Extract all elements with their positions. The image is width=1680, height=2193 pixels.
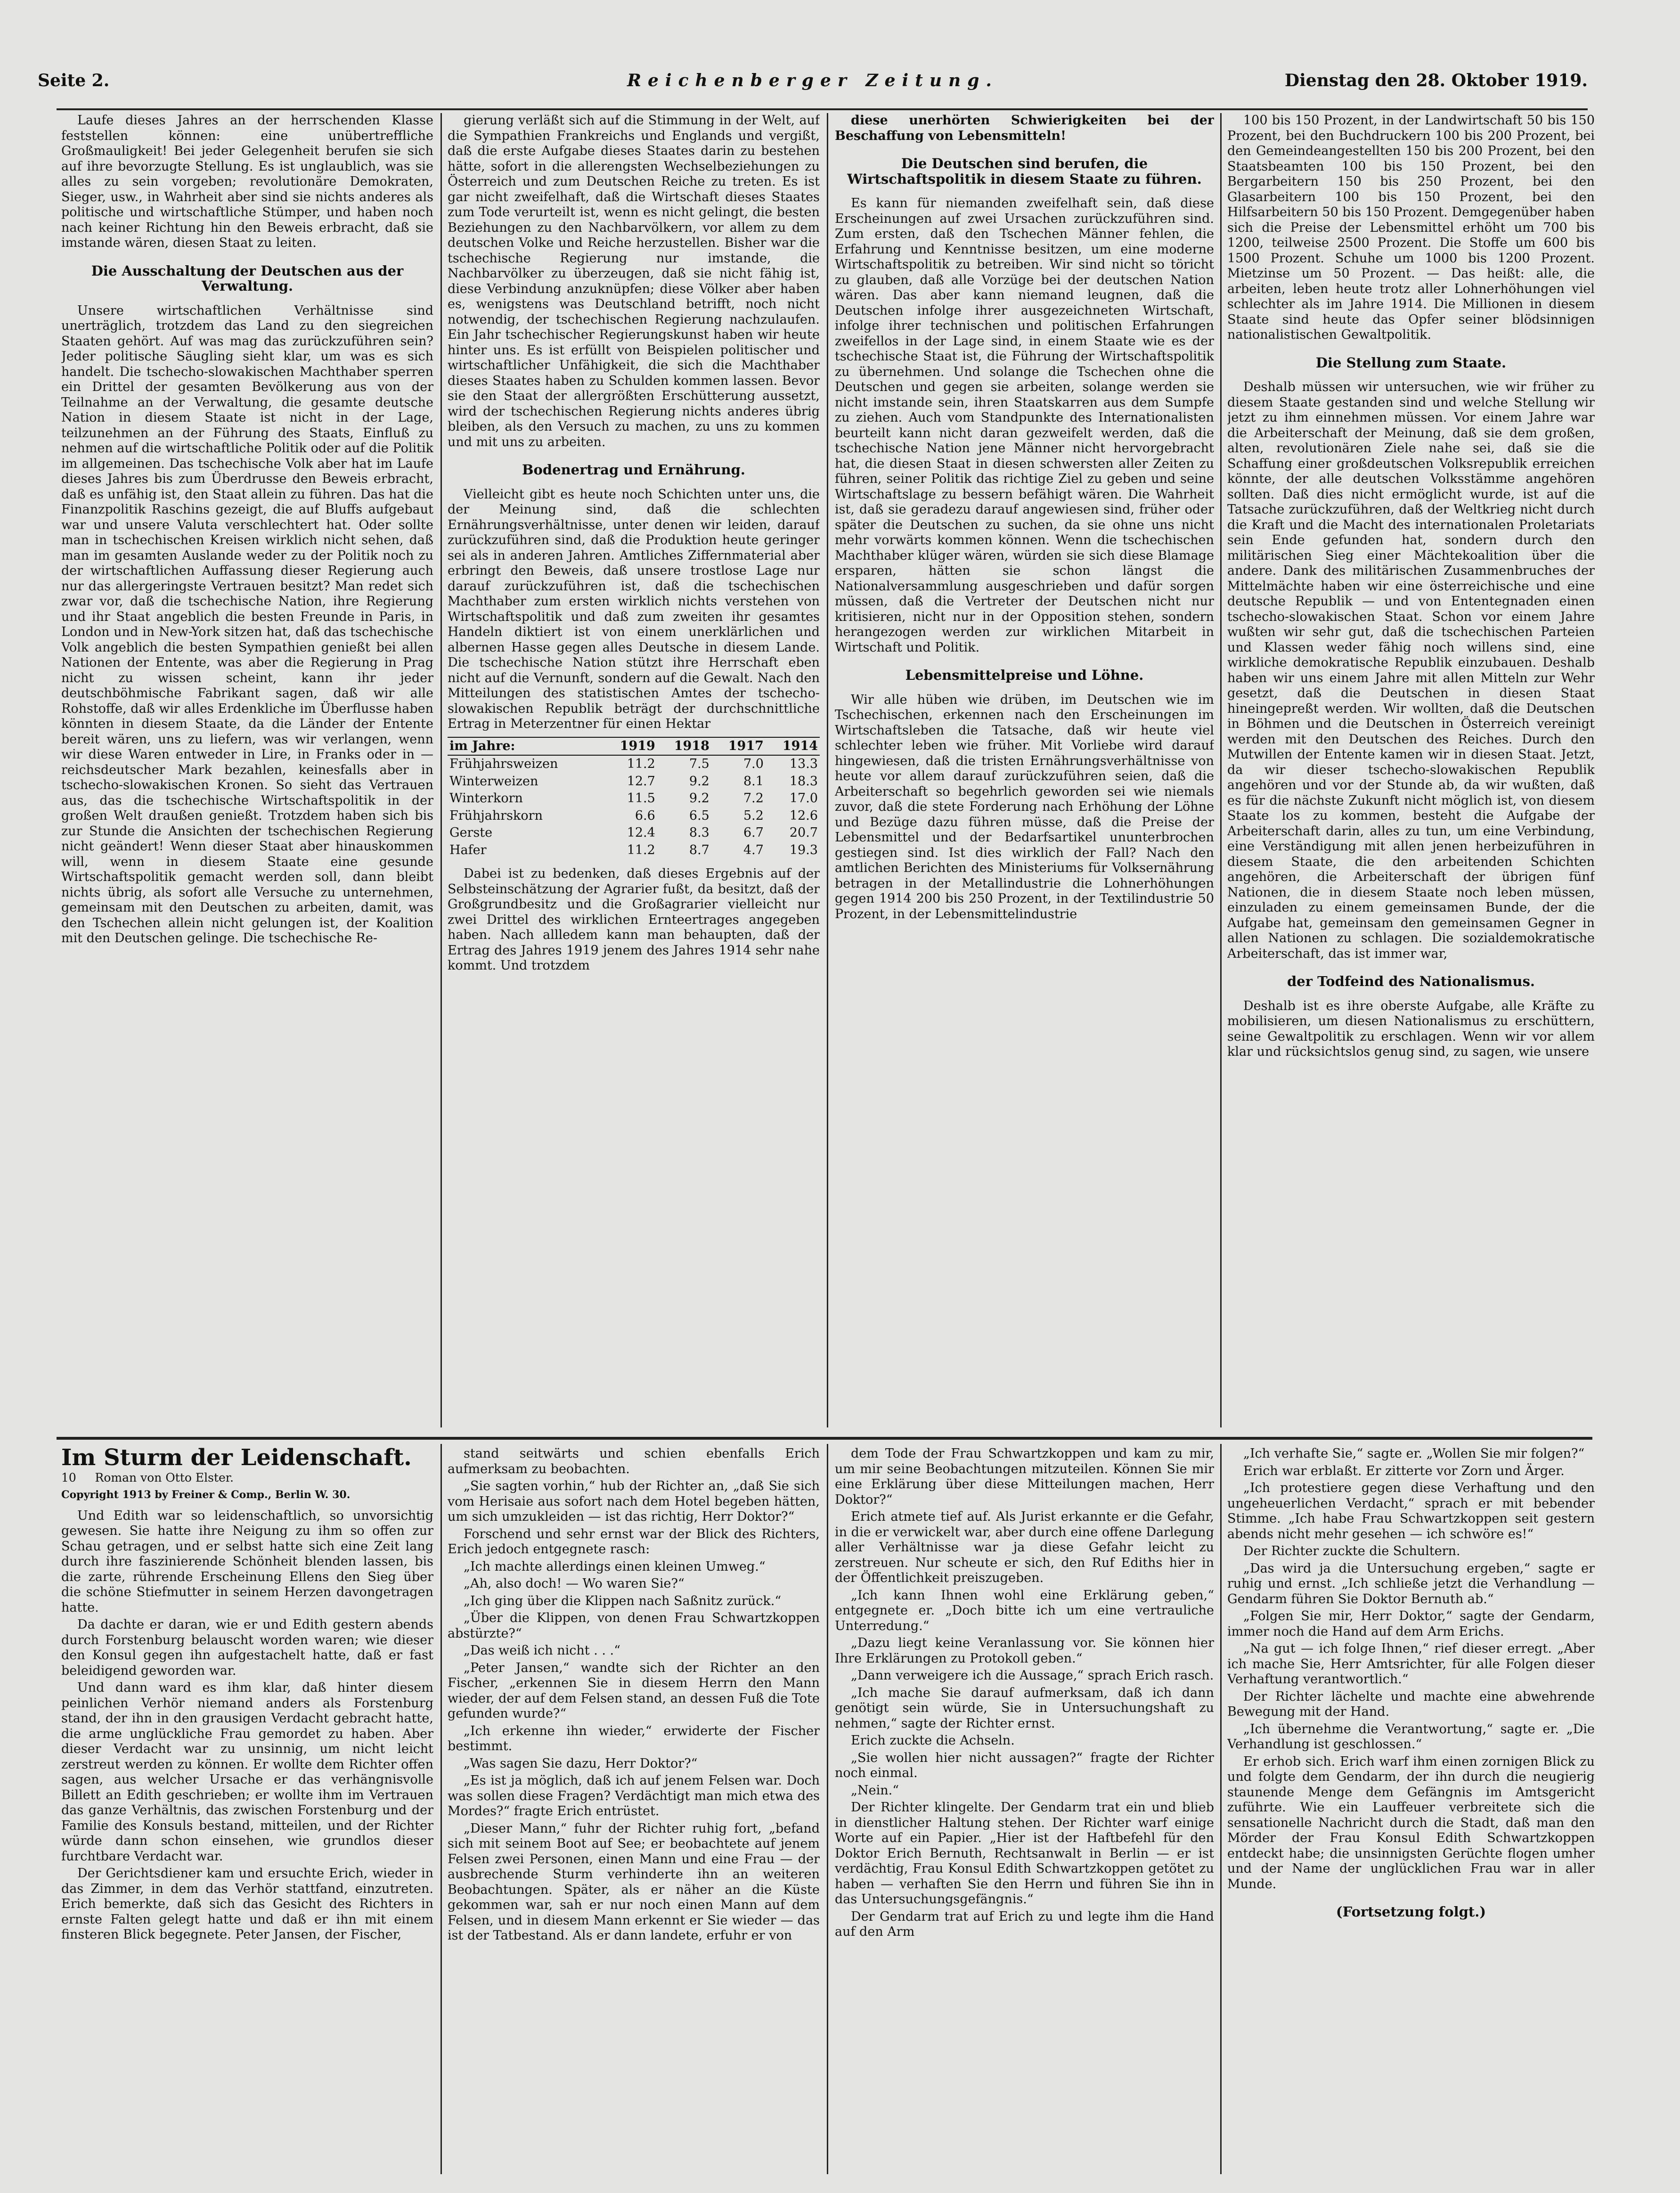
table-cell: 7.0 — [743, 757, 764, 771]
table-cell: 17.0 — [789, 791, 818, 806]
section-heading: Die Deutschen sind berufen, die Wirtschaftspolitik in diesem Staate zu führen. — [847, 155, 1202, 187]
table-cell: 13.3 — [789, 757, 818, 771]
table-header-row — [448, 737, 820, 756]
table-header-cell: 1919 — [603, 737, 657, 756]
article-column-2 — [448, 113, 820, 1427]
paragraph: Erich atmete tief auf. Als Jurist erkannte er die Gefahr, in die er verwickelt war, aber durch eine offene Darlegung aller Verhältnisse war ja diese Gefahr leicht zu zerstreuen. Nur scheute er sich, den Ruf Ediths hier in der Öffentlichkeit preiszugeben. — [835, 1509, 1214, 1585]
paragraph: Laufe dieses Jahres an der herrschenden Klasse feststellen können: eine unübertreffliche Großmauligkeit! Bei jeder Gelegenheit berufen sie sich auf ihre bevorzugte Stellung. Es ist unglaublich, was sie alles zu sein vorgeben; revolutionäre Demokraten, Sieger, usw., in Wahrheit aber sind sie nichts anderes als politische und wirtschaftliche Stümper, und haben noch nach keiner Richtung hin den Beweis erbracht, daß sie imstande wären, diesen Staat zu leiten. — [61, 113, 433, 250]
paragraph: Deshalb müssen wir untersuchen, wie wir früher zu diesem Staate gestanden sind und welche Stellung wir jetzt zu ihm einnehmen müssen. Vor einem Jahre war die Arbeiterschaft der Meinung, daß sie dem großen, alten, revolutionären Ziele nahe sei, daß sie die Schaffung einer großdeutschen Volksrepublik erreichen könnte, der alle deutschen Volksstämme angehören sollten. Daß dies nicht ermöglicht wurde, ist auf die Tatsache zurückzuführen, daß der Weltkrieg nicht durch die Kraft und die Macht des internationalen Proletariats sein Ende gefunden hat, sondern durch den militärischen Sieg einer Mächtekoalition über die andere. Dank des militärischen Zusammenbruches der Mittelmächte haben wir eine österreichische und eine deutsche Republik — und von Ententegnaden einen tschecho-slowakischen Staat. Schon vor einem Jahre wußten wir sehr gut, daß die tschechischen Parteien und Klassen weder fähig noch willens sind, eine wirkliche demokratische Republik einzubauen. Deshalb haben wir uns einem Jahre mit allen Mitteln zur Wehr gesetzt, daß die Deutschen in diesen Staat hineingepreßt werden. Wir wollten, daß die Deutschen in Böhmen und die Deutschen in Österreich vereinigt werden mit den Deutschen des Reiches. Durch den Mutwillen der Entente kamen wir in diesen Staat. Jetzt, da wir dieser tschecho-slowakischen Republik angehören und vor der Stunde ab, da wir wußten, daß es für die nächste Zukunft nicht möglich ist, von diesem Staate los zu kommen, besteht die Aufgabe der Arbeiterschaft darin, alles zu tun, um eine Verbindung, eine Verständigung mit allen jenen herbeizuführen in diesem Staate, die den arbeitenden Schichten angehören, die Arbeiterschaft der übrigen fünf Nationen, die in diesem Staate noch leben müssen, einzuladen zu einem gemeinsamen Bunde, der die Aufgabe hat, gemeinsam den gemeinsamen Gegner in allen Nationen zu schlagen. Die sozialdemokratische Arbeiterschaft, das ist immer war, — [1227, 380, 1595, 961]
paragraph: „Das weiß ich nicht . . .“ — [464, 1643, 620, 1658]
column-divider — [1220, 1444, 1222, 2174]
table-cell: Frühjahrskorn — [449, 808, 543, 823]
paragraph: „Peter Jansen,“ wandte sich der Richter an den Fischer, „erkennen Sie in diesem Herrn den Mann wieder, der auf dem Felsen stand, an dessen Fuß die Tote gefunden wurde?“ — [448, 1660, 820, 1721]
paragraph: Und dann ward es ihm klar, daß hinter diesem peinlichen Verhör niemand anders als Forstenburg stand, der ihn in den grausigen Verdacht gebracht hatte, die arme unglückliche Frau gemordet zu haben. Aber dieser Verdacht war zu unsinnig, um nicht leicht zerstreut werden zu können. Er wollte dem Richter offen sagen, aus welcher Ursache er das verhängnisvolle Billett an Edith geschrieben; er wollte ihm im Vertrauen das ganze Verhältnis, das zwischen Forstenburg und der Familie des Konsuls bestand, mitteilen, und der Richter würde dann schon einsehen, wie grundlos dieser furchtbare Verdacht war. — [61, 1680, 433, 1864]
section-heading: der Todfeind des Nationalismus. — [1287, 973, 1535, 989]
paragraph: Erich zuckte die Achseln. — [851, 1733, 1015, 1748]
installment-number: 10 — [61, 1470, 76, 1484]
table-cell: Gerste — [449, 825, 493, 840]
paragraph: Und Edith war so leidenschaftlich, so unvorsichtig gewesen. Sie hatte ihre Neigung zu ihm so offen zur Schau getragen, und er selbst hatte sich eine Zeit lang durch ihre faszinierende Schönheit blenden lassen, bis die zarte, rührende Erscheinung Ellens den Sieg über die schöne Stiefmutter in seinem Herzen davongetragen hatte. — [61, 1508, 433, 1615]
table-cell: 20.7 — [789, 825, 818, 840]
paragraph: Deshalb ist es ihre oberste Aufgabe, alle Kräfte zu mobilisieren, um diesen Nationalismus zu erschüttern, seine Gewaltpolitik zu erschlagen. Wenn wir vor allem klar und rücksichtslos genug sind, zu sagen, wie unsere — [1227, 998, 1595, 1059]
masthead: Reichenberger Zeitung. — [627, 71, 998, 90]
novel-title: Im Sturm der Leidenschaft. — [61, 1446, 412, 1471]
table-cell: 11.5 — [627, 791, 655, 806]
table-cell: Hafer — [449, 842, 487, 857]
paragraph: „Ich protestiere gegen diese Verhaftung und den ungeheuerlichen Verdacht,“ sprach er mit bebender Stimme. „Ich habe Frau Schwartzkoppen seit gestern abends nicht mehr gesehen — ich schwöre es!“ — [1227, 1481, 1595, 1541]
article-column-1 — [61, 113, 433, 1427]
paragraph: gierung verläßt sich auf die Stimmung in der Welt, auf die Sympathien Frankreichs und Englands und vergißt, daß die erste Aufgabe dieses Staates darin zu bestehen hätte, sofort in die allerengsten Wechselbeziehungen zu Österreich und zum Deutschen Reiche zu treten. Es ist gar nicht zweifelhaft, daß die Wirtschaft dieses Staates zum Tode verurteilt ist, wenn es nicht gelingt, die besten Beziehungen zu den Nachbarvölkern, vor allem zu dem deutschen Volke und Reiche herzustellen. Bisher war die tschechische Regierung nur imstande, die Nachbarvölker zu überzeugen, daß sie nicht fähig ist, diese Verbindung anzuknüpfen; diese Völker aber haben es, wenigstens was Deutschland betrifft, noch nicht notwendig, der tschechischen Regierung nachzulaufen. Ein Jahr tschechischer Regierungskunst haben wir heute hinter uns. Es ist erfüllt von Beispielen politischer und wirtschaftlicher Unfähigkeit, die sich die Machthaber dieses Staates haben zu Schulden kommen lassen. Bevor sie den Staat der allergrößten Erschütterung aussetzt, wird der tschechischen Regierung nichts anderes übrig bleiben, als den Versuch zu machen, zu uns zu kommen und mit uns zu arbeiten. — [448, 113, 820, 449]
table-cell: Frühjahrsweizen — [449, 757, 558, 771]
table-cell: 18.3 — [789, 774, 818, 789]
table-cell: 8.7 — [689, 842, 710, 857]
paragraph: „Na gut — ich folge Ihnen,“ rief dieser erregt. „Aber ich mache Sie, Herr Amtsrichter, für alle Folgen dieser Verhaftung verantwortlich.“ — [1227, 1641, 1595, 1687]
section-heading: Lebensmittelpreise und Löhne. — [905, 667, 1144, 683]
column-divider — [827, 113, 828, 1427]
page-number: Seite 2. — [38, 71, 110, 90]
continuation-note: (Fortsetzung folgt.) — [1336, 1904, 1486, 1920]
paragraph: 100 bis 150 Prozent, in der Landwirtschaft 50 bis 150 Prozent, bei den Buchdruckern 100 bis 200 Prozent, bei den Gemeindeangestellten 150 bis 200 Prozent, bei den Staatsbeamten 100 bis 150 Prozent, bei den Bergarbeitern 150 bis 250 Prozent, bei den Glasarbeitern 100 bis 150 Prozent, bei den Hilfsarbeitern 50 bis 150 Prozent. Demgegenüber haben sich die Preise der Lebensmittel erhöht um 700 bis 1200, teilweise 2500 Prozent. Die Stoffe um 600 bis 1500 Prozent. Schuhe um 1000 bis 1200 Prozent. Mietzinse um 50 Prozent. — Das heißt: alle, die arbeiten, leben heute trotz aller Lohnerhöhungen viel schlechter als im Jahre 1914. Die Millionen in diesem Staate sind heute das Opfer seiner blödsinnigen nationalistischen Gewaltpolitik. — [1227, 113, 1595, 342]
paragraph: dem Tode der Frau Schwartzkoppen und kam zu mir, um mir seine Beobachtungen mitzuteilen. Können Sie mir eine Erklärung über diese Mitteilungen machen, Herr Doktor?“ — [835, 1446, 1214, 1507]
table-cell: 19.3 — [789, 842, 818, 857]
paragraph: Der Richter lächelte und machte eine abwehrende Bewegung mit der Hand. — [1227, 1689, 1595, 1719]
paragraph: Erich war erblaßt. Er zitterte vor Zorn und Ärger. — [1243, 1463, 1565, 1478]
paragraph: Er erhob sich. Erich warf ihm einen zornigen Blick zu und folgte dem Gendarm, der ihn durch die neugierig staunende Menge dem Gefängnis im Amtsgericht zuführte. Wie ein Lauffeuer verbreitete sich die sensationelle Nachricht durch die Stadt, daß man den Mörder der Frau Konsul Edith Schwartzkoppen entdeckt habe; die unsinnigsten Gerüchte flogen umher und der Name der unglücklichen Frau war in aller Munde. — [1227, 1754, 1595, 1891]
paragraph: „Folgen Sie mir, Herr Doktor,“ sagte der Gendarm, immer noch die Hand auf dem Arm Erichs. — [1227, 1609, 1595, 1639]
table-header-cell: 1918 — [657, 737, 711, 756]
table-cell: 8.1 — [743, 774, 764, 789]
table-cell: 11.2 — [627, 757, 655, 771]
column-divider — [827, 1444, 828, 2174]
paragraph: „Ich erkenne ihn wieder,“ erwiderte der Fischer bestimmt. — [448, 1723, 820, 1753]
paragraph: „Nein.“ — [851, 1783, 899, 1798]
table-cell: 5.2 — [743, 808, 764, 823]
paragraph: „Ich kann Ihnen wohl eine Erklärung geben,“ entgegnete er. „Doch bitte ich um eine vertrauliche Unterredung.“ — [835, 1588, 1214, 1633]
column-divider — [440, 1444, 442, 2174]
paragraph: „Ich machte allerdings einen kleinen Umweg.“ — [464, 1559, 766, 1574]
column-divider — [1220, 113, 1222, 1427]
paragraph: „Ich übernehme die Verantwortung,“ sagte er. „Die Verhandlung ist geschlossen.“ — [1227, 1721, 1595, 1752]
paragraph: „Es ist ja möglich, daß ich auf jenem Felsen war. Doch was sollen diese Fragen? Verdächtigt man mich etwa des Mordes?“ fragte Erich entrüstet. — [448, 1773, 820, 1818]
paragraph: „Über die Klippen, von denen Frau Schwartzkoppen abstürzte?“ — [448, 1611, 820, 1641]
article-column-3 — [835, 113, 1214, 1427]
paragraph: Vielleicht gibt es heute noch Schichten unter uns, die der Meinung sind, daß die schlechten Ernährungsverhältnisse, unter denen wir leiden, darauf zurückzuführen sind, daß die Produktion heute geringer sei als in anderen Jahren. Amtliches Ziffernmaterial aber erbringt den Beweis, daß unsere trostlose Lage nur darauf zurückzuführen ist, daß die tschechischen Machthaber zum ersten wirklich nichts verstehen von Wirtschaftspolitik und daß zum zweiten ihr gesamtes Handeln diktiert ist von einem unerklärlichen und albernen Hasse gegen alles Deutsche in diesem Lande. Die tschechische Nation stützt ihre Herrschaft eben nicht auf die Vernunft, sondern auf die Gewalt. Nach den Mitteilungen des statistischen Amtes der tschecho-slowakischen Republik beträgt der durchschnittliche Ertrag in Meterzentner für einen Hektar — [448, 487, 820, 731]
paragraph: „Das wird ja die Untersuchung ergeben,“ sagte er ruhig und ernst. „Ich schließe jetzt die Verhandlung — Gendarm führen Sie Doktor Bernuth ab.“ — [1227, 1561, 1595, 1606]
page-header — [38, 71, 1588, 99]
article-column-4 — [1227, 113, 1595, 1427]
novel-byline — [61, 1470, 433, 1486]
paragraph: Wir alle hüben wie drüben, im Deutschen wie im Tschechischen, erkennen nach den Erscheinungen im Wirtschaftsleben die Tatsache, daß wir heute viel schlechter leben wie früher. Mit Vorliebe wird darauf hingewiesen, daß die tristen Ernährungsverhältnisse von heute vor allem darauf zurückzuführen seien, daß die Arbeiterschaft so begehrlich geworden sei wie niemals zuvor, daß die stete Forderung nach Erhöhung der Löhne und Bezüge dazu führen müsse, daß die Preise der Lebensmittel und der Bedarfsartikel ununterbrochen gestiegen sind. Ist dies wirklich der Fall? Nach den amtlichen Berichten des Ministeriums für Volksernährung betragen in der Metallindustrie die Lohnerhöhungen gegen 1914 200 bis 250 Prozent, in der Textilindustrie 50 Prozent, in der Lebensmittelindustrie — [835, 692, 1214, 921]
paragraph: „Ah, also doch! — Wo waren Sie?“ — [464, 1576, 685, 1591]
table-cell: 12.6 — [789, 808, 818, 823]
section-heading: Die Ausschaltung der Deutschen aus der Verwaltung. — [91, 262, 404, 294]
paragraph: „Sie wollen hier nicht aussagen?“ fragte der Richter noch einmal. — [835, 1750, 1214, 1780]
table-cell: 6.7 — [743, 825, 764, 840]
paragraph: „Sie sagten vorhin,“ hub der Richter an, „daß Sie sich vom Herisaie aus sofort nach dem Hotel begeben hätten, um sich umzukleiden — ist das richtig, Herr Doktor?“ — [448, 1479, 820, 1524]
author-line: Roman von Otto Elster. — [95, 1470, 234, 1484]
paragraph: „Was sagen Sie dazu, Herr Doktor?“ — [464, 1756, 698, 1771]
table-header-cell: im Jahre: — [448, 737, 603, 756]
paragraph: Da dachte er daran, wie er und Edith gestern abends durch Forstenburg belauscht worden waren; wie dieser den Konsul gegen ihn aufgestachelt hatte, daß er fast beleidigend geworden war. — [61, 1617, 433, 1678]
table-row — [448, 790, 820, 807]
paragraph: Unsere wirtschaftlichen Verhältnisse sind unerträglich, trotzdem das Land zu den siegreichen Staaten gehört. Auf was mag das zurückzuführen sein? Jeder politische Säugling sieht klar, um was es sich handelt. Die tschecho-slowakischen Machthaber sperren ein Drittel der gesamten Bevölkerung aus von der Teilnahme an der Verwaltung, die gesamte deutsche Nation in diesem Staate ist nicht in der Lage, teilzunehmen an der Führung des Staats, Einfluß zu nehmen auf die wirtschaftliche Politik oder auf die Politik im allgemeinen. Das tschechische Volk aber hat im Laufe dieses Jahres bis zum Überdrusse den Beweis erbracht, daß es unfähig ist, den Staat allein zu führen. Das hat die Finanzpolitik Raschins gezeigt, die auf Bluffs aufgebaut war und unsere Valuta verschlechtert hat. Oder sollte man in tschechischen Kreisen wirklich nicht sehen, daß man im gesamten Auslande weder zu der Politik noch zu der wirtschaftlichen Auffassung dieser Regierung auch nur das allergeringste Vertrauen besitzt? Man redet sich zwar vor, daß die tschechische Nation, ihre Regierung und ihr Staat angeblich die besten Freunde in Paris, in London und in New-York sitzen hat, daß das tschechische Volk angeblich die besten Sympathien genießt bei allen Nationen der Entente, was aber die Regierung in Prag nicht zu wissen scheint, kann ihr jeder deutschböhmische Fabrikant sagen, daß wir alle Rohstoffe, daß wir alles Erdenkliche im Überflusse haben könnten in diesem Staate, da die Länder der Entente bereit wären, uns zu liefern, was wir verlangen, wenn wir diese Waren entweder in Lire, in Franks oder in — reichsdeutscher Mark bezahlen, keinesfalls aber in tschecho-slowakischen Kronen. So sieht das Vertrauen aus, das die tschechische Wirtschaftspolitik in der großen Welt draußen genießt. Trotzdem haben sich bis zur Stunde die Ansichten der tschechischen Regierung nicht geändert! Wenn dieser Staat aber hinauskommen will, wenn in diesem Staate eine gesunde Wirtschaftspolitik gemacht werden soll, dann bleibt nichts übrig, als sofort alle Versuche zu unternehmen, gemeinsam mit den Deutschen zu arbeiten, damit, was den Tschechen allein nicht gelungen ist, der Koalition mit den Deutschen gelinge. Die tschechische Re- — [61, 303, 433, 946]
table-cell: 12.7 — [627, 774, 655, 789]
table-row — [448, 773, 820, 791]
table-header-cell: 1917 — [711, 737, 766, 756]
table-cell: 8.3 — [689, 825, 710, 840]
novel-column-1 — [61, 1446, 433, 2177]
table-cell: Winterkorn — [449, 791, 523, 806]
section-heading: Die Stellung zum Staate. — [1315, 354, 1507, 371]
paragraph: Der Richter zuckte die Schultern. — [1243, 1544, 1460, 1558]
table-row — [448, 842, 820, 859]
table-row — [448, 807, 820, 825]
column-divider — [440, 113, 442, 1427]
table-cell: 9.2 — [689, 791, 710, 806]
paragraph: „Dazu liegt keine Veranlassung vor. Sie können hier Ihre Erklärungen zu Protokoll geben.“ — [835, 1636, 1214, 1666]
section-heading: Bodenertrag und Ernährung. — [522, 462, 745, 478]
paragraph: Dabei ist zu bedenken, daß dieses Ergebnis auf der Selbsteinschätzung der Agrarier fußt, da besitzt, daß der Großgrundbesitz und die Großagrarier vielleicht nur zwei Drittel des wirklichen Ernteertrages angegeben haben. Nach allledem kann man behaupten, daß der Ertrag des Jahres 1919 jenem des Jahres 1914 sehr nahe kommt. Und trotzdem — [448, 866, 820, 973]
issue-date: Dienstag den 28. Oktober 1919. — [1284, 71, 1588, 90]
table-cell: 4.7 — [743, 842, 764, 857]
table-cell: 6.5 — [689, 808, 710, 823]
table-cell: 7.2 — [743, 791, 764, 806]
feuilleton-rule — [57, 1437, 1592, 1440]
paragraph: „Ich mache Sie darauf aufmerksam, daß ich dann genötigt sein würde, Sie in Untersuchungshaft zu nehmen,“ sagte der Richter ernst. — [835, 1685, 1214, 1731]
paragraph: „Dann verweigere ich die Aussage,“ sprach Erich rasch. — [851, 1668, 1214, 1683]
paragraph: Der Gendarm trat auf Erich zu und legte ihm die Hand auf den Arm — [835, 1909, 1214, 1939]
table-cell: Winterweizen — [449, 774, 538, 789]
header-rule — [57, 108, 1588, 110]
paragraph: „Ich ging über die Klippen nach Saßnitz zurück.“ — [464, 1593, 782, 1608]
table-cell: 9.2 — [689, 774, 710, 789]
paragraph: Der Richter klingelte. Der Gendarm trat ein und blieb in dienstlicher Haltung stehen. Der Richter warf einige Worte auf ein Papier. „Hier ist der Haftbefehl für den Doktor Erich Bernuth, Rechtsanwalt in Berlin — er ist verdächtig, Frau Konsul Edith Schwartzkoppen getötet zu haben — verhaften Sie den Herrn und führen Sie ihn in das Untersuchungsgefängnis.“ — [835, 1800, 1214, 1907]
paragraph: „Ich verhafte Sie,“ sagte er. „Wollen Sie mir folgen?“ — [1243, 1446, 1585, 1461]
paragraph: Der Gerichtsdiener kam und ersuchte Erich, wieder in das Zimmer, in dem das Verhör stattfand, einzutreten. Erich bemerkte, daß sich das Gesicht des Richters in ernste Falten gelegt hatte und daß er ihn mit einem finsteren Blick begegnete. Peter Jansen, der Fischer, — [61, 1866, 433, 1942]
harvest-yield-table — [448, 737, 820, 859]
table-row — [448, 755, 820, 773]
paragraph: Es kann für niemanden zweifelhaft sein, daß diese Erscheinungen auf zwei Ursachen zurückzuführen sind. Zum ersten, daß den Tschechen Männer fehlen, die Erfahrung und Kenntnisse besitzen, um eine moderne Wirtschaftspolitik zu betreiben. Wir sind nicht so töricht zu glauben, daß alle Vorzüge bei der deutschen Nation wären. Das aber kann niemand leugnen, daß die Deutschen infolge ihrer ausgezeichneten Wirtschaft, infolge ihrer technischen und politischen Erfahrungen zweifellos in der Lage sind, in einem Staate wie es der tschechische Staat ist, die Führung der Wirtschaftspolitik zu übernehmen. Und solange die Tschechen ohne die Deutschen und gegen sie arbeiten, solange werden sie nicht imstande sein, ihren Staatskarren aus dem Sumpfe zu ziehen. Auch vom Standpunkte des Internationalisten beurteilt kann nicht daran gezweifelt werden, daß die tschechische Nation jene Männer nicht hervorgebracht hat, die diesen Staat in diesen schwersten aller Zeiten zu führen, seiner Politik das richtige Ziel zu geben und seine Wirtschaftslage zu bessern befähigt wären. Die Wahrheit ist, daß sie geradezu darauf angewiesen sind, früher oder später die Deutschen zu suchen, da sie ohne uns nicht mehr vorwärts kommen können. Wenn die tschechischen Machthaber klüger wären, würden sie sich diese Blamage ersparen, hätten sie schon längst die Nationalversammlung ausgeschrieben und dafür sorgen müssen, daß die Vertreter der Deutschen nicht nur kritisieren, nicht nur in der Opposition stehen, sondern herangezogen werden zur wirklichen Mitarbeit in Wirtschaft und Politik. — [835, 196, 1214, 655]
paragraph: Forschend und sehr ernst war der Blick des Richters, Erich jedoch entgegnete rasch: — [448, 1526, 820, 1557]
copyright-line: Copyright 1913 by Freiner & Comp., Berlin W. 30. — [61, 1489, 351, 1501]
paragraph: diese unerhörten Schwierigkeiten bei der Beschaffung von Lebensmitteln! — [835, 113, 1214, 143]
novel-column-2 — [448, 1446, 820, 2177]
table-cell: 11.2 — [627, 842, 655, 857]
table-cell: 7.5 — [689, 757, 710, 771]
table-cell: 12.4 — [627, 825, 655, 840]
table-cell: 6.6 — [635, 808, 655, 823]
novel-column-3 — [835, 1446, 1214, 2177]
table-header-cell: 1914 — [766, 737, 820, 756]
paragraph: „Dieser Mann,“ fuhr der Richter ruhig fort, „befand sich mit seinem Boot auf See; er beobachtete auf jenem Felsen zwei Personen, einen Mann und eine Frau — der ausbrechende Sturm verhinderte ihn an weiteren Beobachtungen. Später, als er näher an die Küste gekommen war, sah er nur noch einen Mann auf dem Felsen, und in diesem Mann erkennt er Sie wieder — das ist der Tatbestand. Als er dann landete, erfuhr er von — [448, 1821, 820, 1943]
table-row — [448, 824, 820, 842]
paragraph: stand seitwärts und schien ebenfalls Erich aufmerksam zu beobachten. — [448, 1446, 820, 1476]
novel-column-4 — [1227, 1446, 1595, 2177]
